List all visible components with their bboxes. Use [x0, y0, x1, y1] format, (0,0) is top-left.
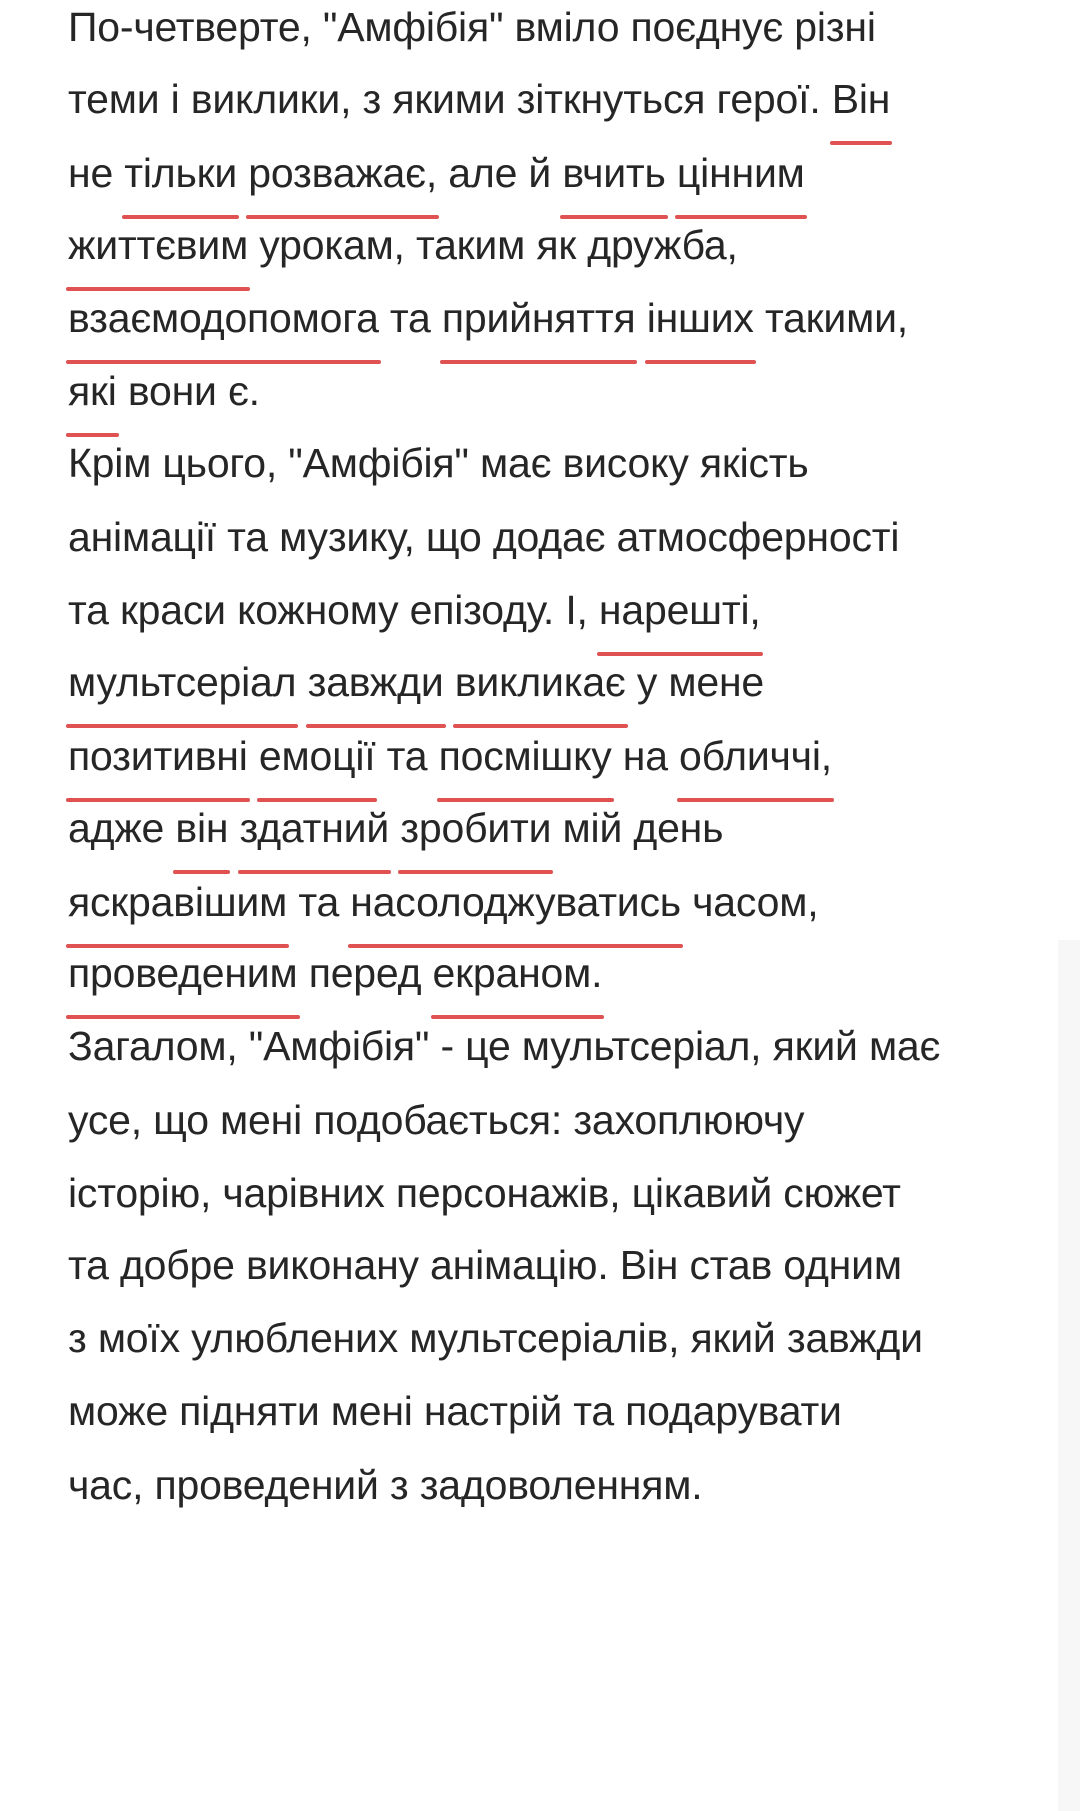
word: і — [170, 76, 180, 122]
word: не — [68, 150, 114, 196]
word: з — [362, 76, 382, 122]
misspelled-word[interactable]: життєвим — [68, 222, 249, 268]
word: зіткнуться — [516, 76, 706, 122]
word: герої. — [716, 76, 821, 122]
word: додає — [492, 514, 606, 560]
word: має — [868, 1023, 941, 1069]
word: мені — [220, 1097, 302, 1143]
misspelled-word[interactable]: обличчі, — [679, 733, 832, 779]
word: що — [425, 514, 482, 560]
word: історію, — [68, 1170, 212, 1216]
word: адже — [68, 805, 165, 851]
word: на — [622, 733, 668, 779]
word: дружба, — [587, 222, 738, 268]
word: кожному — [237, 587, 399, 633]
misspelled-word[interactable]: емоції — [258, 733, 376, 779]
word: персонажів, — [395, 1170, 621, 1216]
misspelled-word[interactable]: яскравішим — [68, 879, 288, 925]
word: чарівних — [222, 1170, 385, 1216]
word: Він — [619, 1242, 679, 1288]
text-line — [68, 366, 260, 416]
misspelled-word[interactable]: цінним — [676, 150, 805, 196]
word: - — [440, 1023, 454, 1069]
word: І, — [565, 587, 588, 633]
word: "Амфібія" — [322, 4, 504, 50]
misspelled-word[interactable]: проведеним — [68, 950, 298, 996]
misspelled-word[interactable]: нарешті, — [598, 587, 761, 633]
text-line — [68, 1386, 842, 1436]
word: цікавий — [631, 1170, 773, 1216]
word: з — [389, 1462, 409, 1508]
misspelled-word[interactable]: завжди — [307, 659, 444, 705]
word: "Амфібія" — [248, 1023, 430, 1069]
text-line — [68, 74, 890, 124]
word: анімації — [68, 514, 216, 560]
word: та — [68, 587, 109, 633]
word: та — [298, 879, 340, 925]
word: перед — [308, 950, 422, 996]
text-line — [68, 1240, 902, 1290]
text-line — [68, 803, 723, 853]
word: виклики, — [190, 76, 352, 122]
word: моїх — [97, 1315, 180, 1361]
word: має — [479, 440, 552, 486]
word: підняти — [179, 1388, 320, 1434]
word: мене — [668, 659, 765, 705]
text-line — [68, 1021, 940, 1071]
text-line — [68, 1095, 804, 1145]
word: якість — [699, 440, 809, 486]
text-line — [68, 1168, 901, 1218]
word: це — [465, 1023, 511, 1069]
word: став — [689, 1242, 773, 1288]
word: музику, — [279, 514, 415, 560]
word: час, — [68, 1462, 144, 1508]
misspelled-word[interactable]: тільки — [124, 150, 238, 196]
word: теми — [68, 76, 160, 122]
word: може — [68, 1388, 168, 1434]
text-line — [68, 585, 761, 635]
misspelled-word[interactable]: викликає — [454, 659, 626, 705]
word: часом, — [692, 879, 819, 925]
word: день — [633, 805, 724, 851]
word: мені — [330, 1388, 413, 1434]
word: та — [389, 295, 431, 341]
word: й — [528, 150, 552, 196]
word: По-четверте, — [68, 4, 312, 50]
word: та — [573, 1388, 614, 1434]
misspelled-word[interactable]: екраном. — [432, 950, 603, 996]
word: подарувати — [625, 1388, 842, 1434]
word: мультсеріалів, — [409, 1315, 680, 1361]
word: вміло — [514, 4, 620, 50]
word: різні — [794, 4, 876, 50]
word: Загалом, — [68, 1023, 238, 1069]
word: задоволенням. — [419, 1462, 703, 1508]
text-line — [68, 657, 764, 707]
text-line — [68, 2, 876, 52]
misspelled-word[interactable]: інших — [646, 295, 754, 341]
word: подобається: — [313, 1097, 563, 1143]
word: захоплюючу — [573, 1097, 805, 1143]
text-line — [68, 148, 805, 198]
word: та — [386, 733, 428, 779]
misspelled-word[interactable]: вчить — [562, 150, 666, 196]
misspelled-word[interactable]: прийняття — [441, 295, 636, 341]
text-line — [68, 438, 809, 488]
page-edge-shadow — [1058, 940, 1080, 1811]
misspelled-word[interactable]: взаємодопомога — [68, 295, 379, 341]
misspelled-word[interactable]: розважає, — [248, 150, 438, 196]
word: одним — [783, 1242, 902, 1288]
misspelled-word[interactable]: позитивні — [68, 733, 248, 779]
misspelled-word[interactable]: які — [68, 368, 117, 414]
misspelled-word[interactable]: мультсеріал — [68, 659, 297, 705]
word: краси — [119, 587, 226, 633]
word: але — [448, 150, 518, 196]
word: атмосферності — [616, 514, 900, 560]
word: якими — [392, 76, 506, 122]
word: такими, — [764, 295, 908, 341]
word: "Амфібія" — [288, 440, 469, 486]
word: що — [153, 1097, 209, 1143]
text-line — [68, 220, 738, 270]
text-line — [68, 877, 818, 927]
word: та — [68, 1242, 109, 1288]
misspelled-word[interactable]: Він — [831, 76, 891, 122]
word: виконану — [245, 1242, 419, 1288]
text-line — [68, 1460, 702, 1510]
word: усе, — [68, 1097, 142, 1143]
word: мультсеріал, — [521, 1023, 762, 1069]
text-line — [68, 293, 908, 343]
word: поєднує — [630, 4, 784, 50]
word: урокам, — [259, 222, 405, 268]
word: високу — [562, 440, 689, 486]
word: мій — [562, 805, 623, 851]
word: є. — [227, 368, 260, 414]
word: вони — [127, 368, 217, 414]
misspelled-word[interactable]: здатний — [239, 805, 390, 851]
word: добре — [119, 1242, 235, 1288]
word: цього, — [162, 440, 278, 486]
word: сюжет — [783, 1170, 901, 1216]
word: як — [536, 222, 577, 268]
word: настрій — [423, 1388, 563, 1434]
word: який — [690, 1315, 776, 1361]
word: у — [636, 659, 658, 705]
word: Крім — [68, 440, 152, 486]
text-line — [68, 948, 602, 998]
word: завжди — [786, 1315, 923, 1361]
misspelled-word[interactable]: зробити — [400, 805, 552, 851]
word: епізоду. — [409, 587, 555, 633]
word: анімацію. — [430, 1242, 609, 1288]
word: з — [68, 1315, 87, 1361]
word: улюблених — [191, 1315, 398, 1361]
text-line — [68, 1313, 923, 1363]
text-line — [68, 731, 832, 781]
word: який — [772, 1023, 858, 1069]
misspelled-word[interactable]: він — [175, 805, 229, 851]
misspelled-word[interactable]: насолоджуватись — [350, 879, 681, 925]
text-line — [68, 512, 899, 562]
word: та — [227, 514, 268, 560]
word: таким — [415, 222, 526, 268]
misspelled-word[interactable]: посмішку — [438, 733, 612, 779]
word: проведений — [154, 1462, 379, 1508]
